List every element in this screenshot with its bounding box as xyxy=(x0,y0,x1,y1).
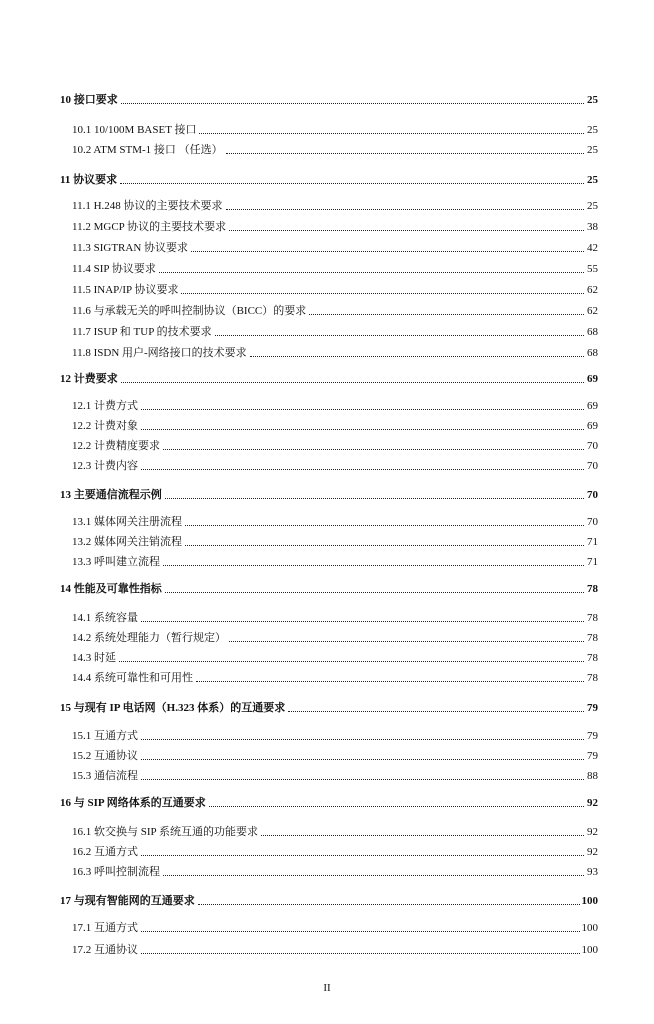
toc-section-row xyxy=(0,195,654,213)
toc-section-row xyxy=(0,765,654,783)
toc-section-row xyxy=(0,531,654,549)
toc-dot-leader xyxy=(141,738,584,740)
toc-section-row xyxy=(0,725,654,743)
toc-entry-title: 16.3 呼叫控制流程 xyxy=(72,866,160,878)
toc-dot-leader xyxy=(229,229,584,231)
toc-section-row xyxy=(0,917,654,935)
toc-dot-leader xyxy=(120,182,584,184)
toc-section-row xyxy=(0,279,654,297)
toc-chapter-row xyxy=(0,578,654,596)
toc-entry-page: 62 xyxy=(587,284,598,296)
toc-section-row xyxy=(0,258,654,276)
toc-section-row xyxy=(0,395,654,413)
toc-entry-title: 12.2 计费精度要求 xyxy=(72,440,160,452)
toc-dot-leader xyxy=(181,292,584,294)
toc-dot-leader xyxy=(159,271,584,273)
toc-entry-page: 70 xyxy=(587,489,598,501)
toc-dot-leader xyxy=(163,564,584,566)
toc-entry-page: 93 xyxy=(587,866,598,878)
toc-entry-page: 70 xyxy=(587,516,598,528)
toc-entry-page: 69 xyxy=(587,400,598,412)
toc-dot-leader xyxy=(199,132,584,134)
toc-dot-leader xyxy=(141,952,580,954)
toc-entry-page: 71 xyxy=(587,536,598,548)
toc-entry-page: 92 xyxy=(587,797,598,809)
toc-entry-title: 14 性能及可靠性指标 xyxy=(60,583,162,595)
toc-dot-leader xyxy=(141,778,584,780)
toc-section-row xyxy=(0,455,654,473)
toc-section-row xyxy=(0,821,654,839)
toc-section-row xyxy=(0,300,654,318)
toc-section-row xyxy=(0,607,654,625)
toc-chapter-row xyxy=(0,484,654,502)
toc-chapter-row xyxy=(0,368,654,386)
toc-dot-leader xyxy=(226,152,584,154)
toc-entry-title: 16.2 互通方式 xyxy=(72,846,138,858)
toc-entry-page: 38 xyxy=(587,221,598,233)
toc-section-row xyxy=(0,511,654,529)
toc-entry-page: 88 xyxy=(587,770,598,782)
toc-entry-title: 17 与现有智能网的互通要求 xyxy=(60,895,195,907)
toc-entry-title: 12.3 计费内容 xyxy=(72,460,138,472)
toc-dot-leader xyxy=(198,903,580,905)
toc-section-row xyxy=(0,237,654,255)
toc-entry-page: 78 xyxy=(587,672,598,684)
toc-dot-leader xyxy=(141,930,580,932)
toc-entry-title: 13.2 媒体网关注销流程 xyxy=(72,536,182,548)
toc-dot-leader xyxy=(250,355,584,357)
toc-entry-title: 12.2 计费对象 xyxy=(72,420,138,432)
toc-chapter-row xyxy=(0,169,654,187)
toc-section-row xyxy=(0,321,654,339)
toc-dot-leader xyxy=(209,805,584,807)
toc-entry-page: 25 xyxy=(587,124,598,136)
toc-entry-title: 10.1 10/100M BASET 接口 xyxy=(72,124,197,136)
toc-entry-page: 70 xyxy=(587,440,598,452)
toc-entry-title: 15.3 通信流程 xyxy=(72,770,138,782)
toc-dot-leader xyxy=(229,640,584,642)
toc-entry-page: 100 xyxy=(581,922,598,934)
toc-entry-title: 10 接口要求 xyxy=(60,94,118,106)
toc-dot-leader xyxy=(191,250,584,252)
toc-entry-page: 92 xyxy=(587,846,598,858)
toc-entry-page: 68 xyxy=(587,347,598,359)
toc-section-row xyxy=(0,342,654,360)
toc-entry-title: 11.3 SIGTRAN 协议要求 xyxy=(72,242,189,254)
toc-entry-title: 10.2 ATM STM-1 接口 （任选） xyxy=(72,144,223,156)
toc-entry-page: 78 xyxy=(587,583,598,595)
toc-section-row xyxy=(0,216,654,234)
toc-entry-page: 69 xyxy=(587,373,598,385)
toc-chapter-row xyxy=(0,697,654,715)
toc-section-row xyxy=(0,627,654,645)
toc-section-row xyxy=(0,139,654,157)
toc-entry-title: 13 主要通信流程示例 xyxy=(60,489,162,501)
toc-dot-leader xyxy=(141,408,584,410)
toc-entry-page: 78 xyxy=(587,612,598,624)
toc-entry-title: 15 与现有 IP 电话网（H.323 体系）的互通要求 xyxy=(60,702,286,714)
toc-entry-title: 11.8 ISDN 用户-网络接口的技术要求 xyxy=(72,347,247,359)
toc-entry-title: 12.1 计费方式 xyxy=(72,400,138,412)
toc-dot-leader xyxy=(165,497,584,499)
toc-section-row xyxy=(0,119,654,137)
toc-section-row xyxy=(0,647,654,665)
toc-entry-title: 11 协议要求 xyxy=(60,174,118,186)
toc-entry-page: 100 xyxy=(581,944,598,956)
toc-entry-title: 15.1 互通方式 xyxy=(72,730,138,742)
toc-entry-title: 11.1 H.248 协议的主要技术要求 xyxy=(72,200,223,212)
toc-entry-page: 42 xyxy=(587,242,598,254)
toc-entry-page: 68 xyxy=(587,326,598,338)
toc-entry-page: 70 xyxy=(587,460,598,472)
toc-entry-page: 78 xyxy=(587,652,598,664)
toc-entry-page: 71 xyxy=(587,556,598,568)
toc-entry-page: 79 xyxy=(587,702,598,714)
toc-entry-page: 79 xyxy=(587,750,598,762)
toc-entry-page: 25 xyxy=(587,174,598,186)
toc-dot-leader xyxy=(215,334,584,336)
toc-entry-page: 79 xyxy=(587,730,598,742)
toc-section-row xyxy=(0,667,654,685)
toc-entry-page: 25 xyxy=(587,94,598,106)
toc-entry-page: 92 xyxy=(587,826,598,838)
toc-dot-leader xyxy=(141,620,584,622)
toc-section-row xyxy=(0,745,654,763)
toc-entry-title: 11.4 SIP 协议要求 xyxy=(72,263,156,275)
toc-chapter-row xyxy=(0,89,654,107)
toc-section-row xyxy=(0,551,654,569)
toc-dot-leader xyxy=(185,524,584,526)
toc-section-row xyxy=(0,939,654,957)
toc-dot-leader xyxy=(163,874,584,876)
toc-section-row xyxy=(0,435,654,453)
toc-entry-title: 14.3 时延 xyxy=(72,652,116,664)
toc-section-row xyxy=(0,861,654,879)
toc-entry-page: 62 xyxy=(587,305,598,317)
toc-entry-title: 13.3 呼叫建立流程 xyxy=(72,556,160,568)
toc-entry-title: 11.5 INAP/IP 协议要求 xyxy=(72,284,179,296)
toc-dot-leader xyxy=(196,680,584,682)
toc-entry-title: 14.2 系统处理能力（暂行规定） xyxy=(72,632,226,644)
toc-entry-title: 12 计费要求 xyxy=(60,373,118,385)
toc-dot-leader xyxy=(261,834,584,836)
toc-dot-leader xyxy=(121,102,584,104)
toc-chapter-row xyxy=(0,792,654,810)
toc-dot-leader xyxy=(163,448,584,450)
toc-dot-leader xyxy=(141,854,584,856)
toc-entry-title: 14.4 系统可靠性和可用性 xyxy=(72,672,193,684)
toc-entry-title: 14.1 系统容量 xyxy=(72,612,138,624)
toc-dot-leader xyxy=(141,428,584,430)
toc-entry-title: 16 与 SIP 网络体系的互通要求 xyxy=(60,797,206,809)
toc-entry-page: 78 xyxy=(587,632,598,644)
toc-entry-page: 69 xyxy=(587,420,598,432)
toc-entry-page: 100 xyxy=(581,895,598,907)
footer-page-number: II xyxy=(323,982,331,994)
toc-dot-leader xyxy=(141,468,584,470)
toc-entry-page: 25 xyxy=(587,144,598,156)
toc-section-row xyxy=(0,841,654,859)
toc-dot-leader xyxy=(141,758,584,760)
toc-entry-title: 13.1 媒体网关注册流程 xyxy=(72,516,182,528)
toc-entry-title: 11.7 ISUP 和 TUP 的技术要求 xyxy=(72,326,212,338)
toc-entry-title: 16.1 软交换与 SIP 系统互通的功能要求 xyxy=(72,826,258,838)
toc-entry-page: 55 xyxy=(587,263,598,275)
toc-dot-leader xyxy=(119,660,584,662)
toc-dot-leader xyxy=(288,710,584,712)
toc-dot-leader xyxy=(309,313,584,315)
toc-entry-title: 17.2 互通协议 xyxy=(72,944,138,956)
toc-entry-title: 11.2 MGCP 协议的主要技术要求 xyxy=(72,221,227,233)
toc-dot-leader xyxy=(165,591,584,593)
toc-entry-title: 15.2 互通协议 xyxy=(72,750,138,762)
toc-chapter-row xyxy=(0,890,654,908)
toc-entry-page: 25 xyxy=(587,200,598,212)
toc-dot-leader xyxy=(226,208,584,210)
toc-entry-title: 17.1 互通方式 xyxy=(72,922,138,934)
toc-dot-leader xyxy=(121,381,584,383)
toc-section-row xyxy=(0,415,654,433)
toc-entry-title: 11.6 与承载无关的呼叫控制协议（BICC）的要求 xyxy=(72,305,307,317)
toc-dot-leader xyxy=(185,544,584,546)
